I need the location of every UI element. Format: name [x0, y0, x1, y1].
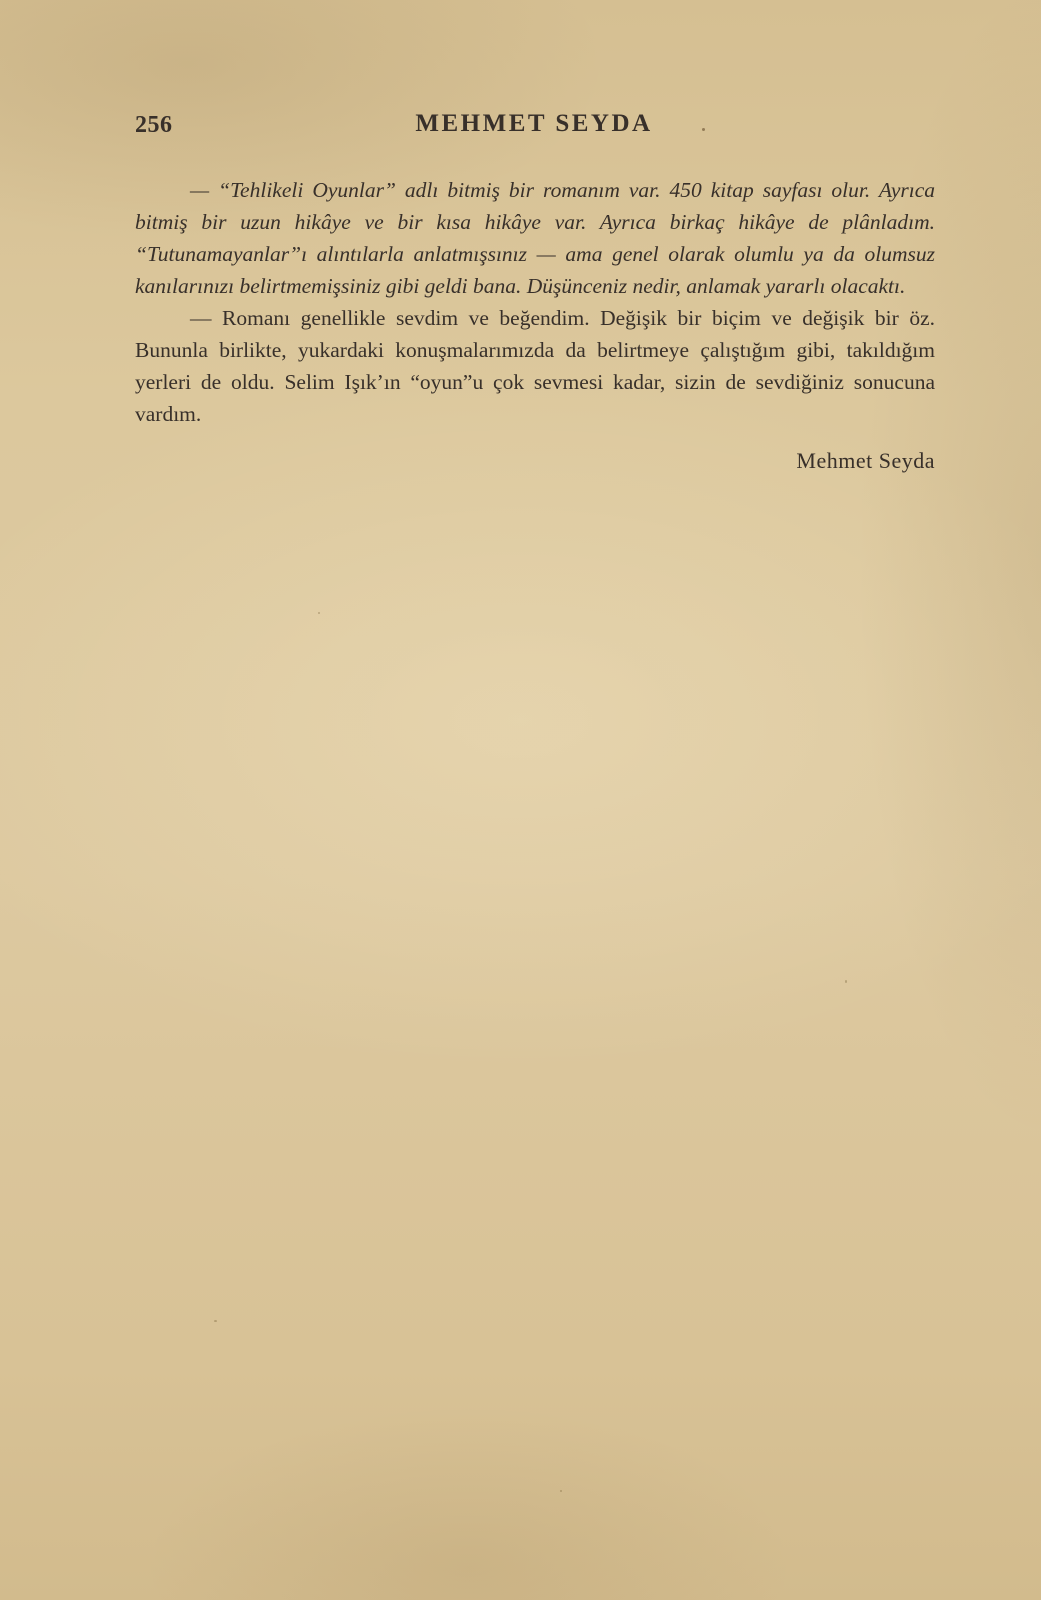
page-header-row: [135, 110, 933, 142]
page-number: 256: [135, 112, 173, 138]
page-body-text: [135, 174, 935, 477]
interviewer-question-paragraph: — “Tehlikeli Oyunlar” adlı bitmiş bir romanım var. 450 kitap sayfası olur. Ayrıca bitmiş bir uzun hikâye ve bir kısa hikâye var. Ayrıca birkaç hikâye de plânladım. “Tutunamayanlar”ı alıntılarla anlatmışsınız — ama genel olarak olumlu ya da olumsuz kanılarınızı belirtmemişsiniz gibi geldi bana. Düşünceniz nedir, anlamak yararlı olacaktı.: [135, 178, 935, 298]
running-header-title: MEHMET SEYDA: [415, 110, 653, 137]
paper-speck: [214, 1320, 217, 1322]
paper-speck: [318, 612, 320, 614]
answer-paragraph: — Romanı genellikle sevdim ve beğendim. Değişik bir biçim ve değişik bir öz. Bununla birlikte, yukardaki konuşmalarımızda da belirtmeye çalıştığım gibi, takıldığım yerleri de oldu. Selim Işık’ın “oyun”u çok sevmesi kadar, sizin de sevdiğiniz sonucuna vardım.: [135, 306, 935, 426]
paper-speck: [845, 980, 847, 983]
author-signature: Mehmet Seyda: [796, 448, 935, 473]
paper-speck: [560, 1490, 562, 1492]
